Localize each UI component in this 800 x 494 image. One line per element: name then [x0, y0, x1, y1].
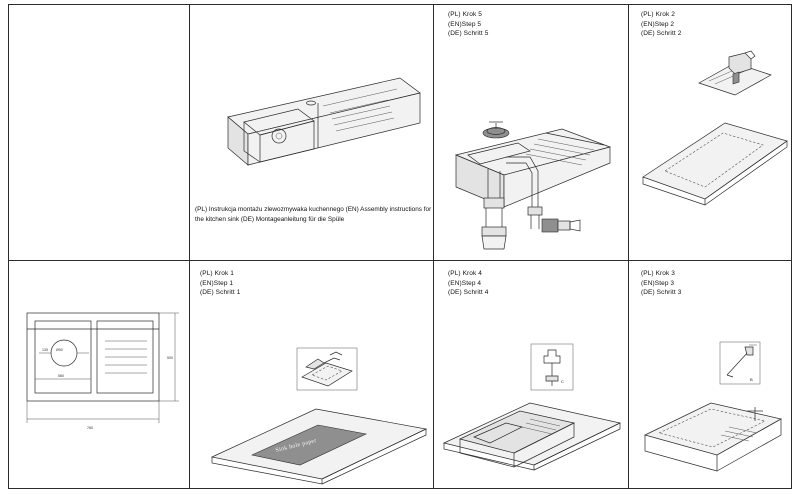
svg-text:135: 135 — [42, 348, 48, 352]
panel-step5 — [434, 5, 628, 259]
title-line-en: (EN) Assembly instructions for the kitchen sink — [195, 206, 432, 223]
panel-cover — [190, 5, 433, 259]
sink-dimension-drawing — [9, 261, 189, 476]
caption-step2-de: (DE) Schritt 2 — [641, 30, 682, 37]
panel-step1 — [190, 261, 433, 488]
panel-step2 — [629, 5, 791, 259]
panel-step4 — [434, 261, 628, 488]
svg-text:C: C — [561, 379, 564, 384]
caption-step4-pl: (PL) Krok 4 — [448, 270, 482, 277]
caption-step2-en: (EN)Step 2 — [641, 20, 675, 28]
step1-hands-inset — [296, 347, 358, 391]
caption-step2 — [641, 10, 681, 39]
panel-technical-drawing — [9, 261, 189, 488]
caption-step5-pl: (PL) Krok 5 — [448, 11, 482, 18]
caption-step2-pl: (PL) Krok 2 — [641, 11, 675, 18]
title-line-pl: (PL) Instrukcja montażu zlewozmywaka kuchennego — [195, 206, 344, 213]
step2-worktop-drawing — [629, 101, 791, 211]
caption-step1-en: (EN)Step 1 — [200, 279, 234, 287]
caption-step3-pl: (PL) Krok 3 — [641, 270, 675, 277]
svg-text:Ø90: Ø90 — [56, 348, 63, 352]
paper-template-label: Sink hole paper — [275, 437, 318, 454]
step3-tool-inset — [719, 341, 761, 385]
caption-step4-de: (DE) Schritt 4 — [448, 289, 489, 296]
caption-step3-de: (DE) Schritt 3 — [641, 289, 682, 296]
caption-step3-en: (EN)Step 3 — [641, 279, 675, 287]
caption-step1-de: (DE) Schritt 1 — [200, 289, 241, 296]
svg-text:500: 500 — [167, 356, 173, 360]
caption-step5-de: (DE) Schritt 5 — [448, 30, 489, 37]
panel-step3 — [629, 261, 791, 488]
border-bottom — [8, 488, 792, 489]
caption-step4 — [448, 269, 488, 298]
caption-step1 — [200, 269, 240, 298]
step3-sealing-drawing — [629, 387, 791, 479]
caption-step3 — [641, 269, 681, 298]
title-block — [195, 205, 433, 224]
caption-step5 — [448, 10, 488, 39]
cover-sink-drawing — [190, 5, 433, 220]
step2-tool-inset — [695, 49, 775, 99]
step4-clamp-inset — [530, 343, 574, 391]
caption-step5-en: (EN)Step 5 — [448, 20, 482, 28]
title-line-de: (DE) Montageanleitung für die Spüle — [240, 215, 345, 223]
caption-step4-en: (EN)Step 4 — [448, 279, 482, 287]
step4-install-drawing — [434, 391, 628, 481]
step5-drawing — [434, 51, 628, 251]
svg-text:B: B — [750, 377, 753, 382]
svg-text:560: 560 — [58, 374, 64, 378]
svg-text:780: 780 — [87, 426, 93, 430]
caption-step1-pl: (PL) Krok 1 — [200, 270, 234, 277]
border-right — [791, 4, 792, 488]
step1-worktop-drawing — [190, 395, 433, 485]
